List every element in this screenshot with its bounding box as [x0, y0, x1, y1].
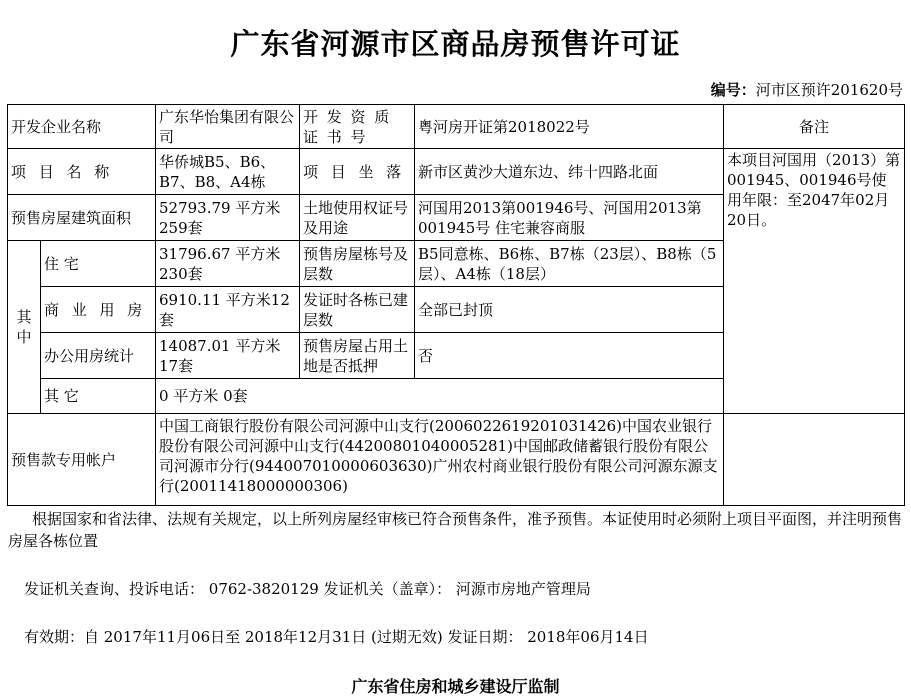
- developer-value: 广东华怡集团有限公司: [159, 107, 295, 146]
- footer-supervisor: 广东省住房和城乡建设厅监制: [351, 677, 560, 696]
- building-value: B5同意栋、B6栋、B7栋（23层）、B8栋（5层）、A4栋（18层）: [418, 244, 717, 283]
- account-value: 中国工商银行股份有限公司河源中山支行(2006022619201031426)中国农业银行股份有限公司河源中山支行(44200801040005281)中国邮政储蓄银行股份有限公司河源市分行(944007010000603630)广州农村商业银行股份有限公司河源东源支行(20011418000000306): [159, 417, 718, 495]
- area-value: 52793.79 平方米259套: [159, 198, 281, 237]
- remarks-label: 备注: [798, 117, 829, 136]
- floors-built-label: 发证时各栋已建层数: [303, 290, 409, 329]
- document-title: 广东省河源市区商品房预售许可证: [230, 27, 681, 61]
- cert-value: 粤河房开证第2018022号: [418, 117, 590, 136]
- serial-label: 编号：: [710, 81, 756, 99]
- residential-value: 31796.67 平方米230套: [159, 244, 281, 283]
- other-value: 0 平方米 0套: [159, 387, 248, 405]
- commercial-label: 商 业 用 房: [44, 300, 147, 319]
- floors-built-value: 全部已封顶: [418, 300, 494, 319]
- location-value: 新市区黄沙大道东边、纬十四路北面: [418, 162, 659, 181]
- mortgage-value: 否: [418, 346, 434, 365]
- account-label: 预售款专用帐户: [11, 450, 117, 469]
- commercial-value: 6910.11 平方米12套: [159, 290, 290, 329]
- residential-label: 住 宅: [44, 254, 79, 273]
- building-label: 预售房屋栋号及层数: [303, 244, 409, 283]
- among-label: 其中: [16, 308, 32, 346]
- office-label: 办公用房统计: [44, 346, 135, 365]
- project-name-label: 项 目 名 称: [11, 162, 114, 181]
- statement-text: 根据国家和省法律、法规有关规定，以上所列房屋经审核已符合预售条件，准予预售。本证使用时必须附上项目平面图，并注明预售房屋各栋位置: [8, 510, 903, 550]
- project-name-value: 华侨城B5、B6、B7、B8、A4栋: [159, 152, 276, 191]
- serial-value: 河市区预许201620号: [755, 81, 903, 99]
- remarks-value: 本项目河国用（2013）第001945、001946号使用年限：至2047年02月20日。: [727, 151, 901, 229]
- validity-line: 有效期：自 2017年11月06日至 2018年12月31日 (过期无效) 发证日期： 2018年06月14日: [24, 628, 649, 646]
- developer-label: 开发企业名称: [11, 117, 102, 136]
- cert-label: 开 发 资 质 证 书 号: [303, 107, 392, 146]
- mortgage-label: 预售房屋占用土地是否抵押: [303, 336, 409, 375]
- location-label: 项 目 坐 落: [303, 162, 406, 181]
- area-label: 预售房屋建筑面积: [11, 208, 132, 227]
- other-label: 其 它: [44, 387, 79, 405]
- land-value: 河国用2013第001946号、河国用2013第001945号 住宅兼容商服: [418, 198, 702, 237]
- land-label: 土地使用权证号及用途: [303, 198, 409, 237]
- contact-line: 发证机关查询、投诉电话： 0762-3820129 发证机关（盖章）： 河源市房地产管理局: [24, 580, 591, 598]
- office-value: 14087.01 平方米17套: [159, 336, 281, 375]
